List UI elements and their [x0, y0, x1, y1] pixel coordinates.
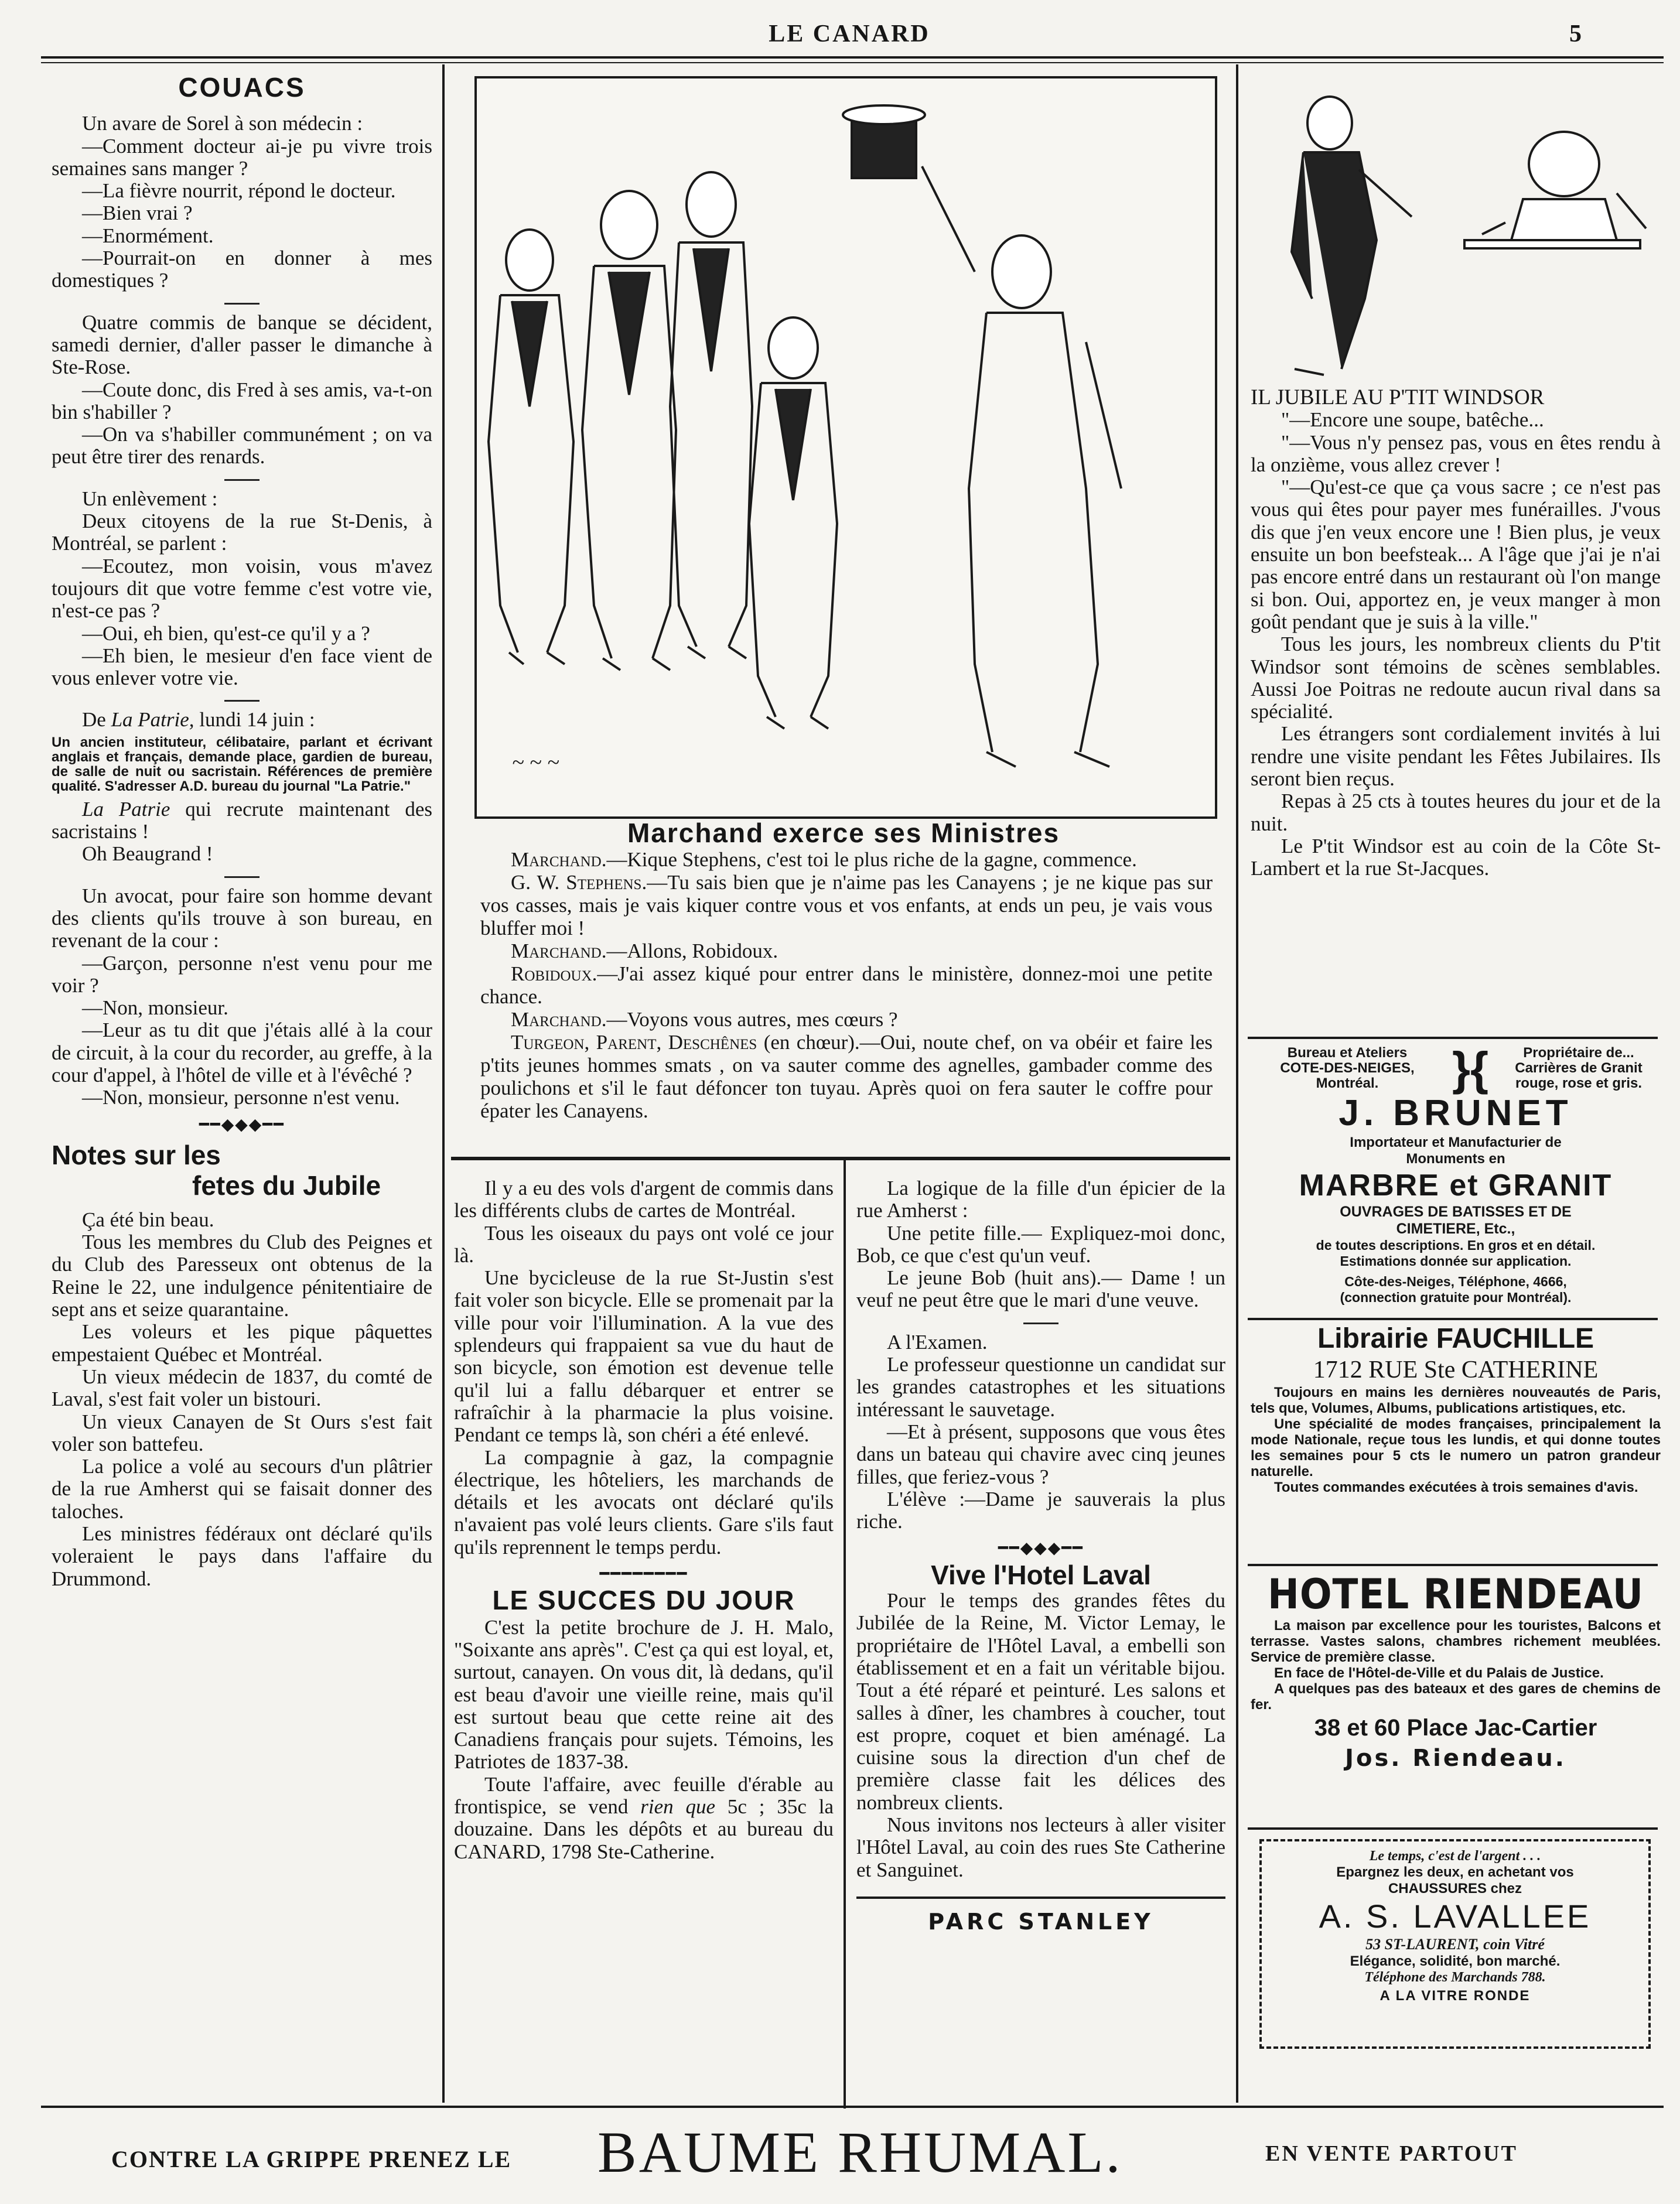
- separator-dash: [1023, 1323, 1058, 1324]
- footer-rule: [41, 2106, 1664, 2108]
- windsor-text: Le P'tit Windsor est au coin de la Côte St-Lambert et la rue St-Jacques.: [1251, 834, 1661, 880]
- column-rule-1: [442, 64, 445, 2103]
- windsor-text: Tous les jours, les nombreux clients du P'tit Windsor sont témoins de scènes semblables. Aussi Joe Poitras ne redoute aucun rival dans sa spécialité.: [1251, 633, 1661, 723]
- ornament-rule-icon: ━━◆◆◆━━: [998, 1539, 1084, 1558]
- svg-text:~ ~ ~: ~ ~ ~: [512, 750, 559, 775]
- examen-text: —Et à présent, supposons que vous êtes dans un bateau qui chavire avec cinq jeunes filles, que feriez-vous ?: [856, 1420, 1225, 1488]
- cartoon-bottom-rule: [451, 1157, 1230, 1160]
- examen-text: L'élève :—Dame je sauverais la plus riche.: [856, 1487, 1225, 1533]
- examen-text: A l'Examen.: [887, 1330, 988, 1354]
- logique-text: La logique de la fille d'un épicier de la rue Amherst :: [856, 1177, 1225, 1222]
- restaurant-illustration: [1259, 76, 1658, 381]
- couacs-text: —Comment docteur ai-je pu vivre trois semaines sans manger ?: [52, 134, 432, 180]
- parc-rule: [856, 1897, 1225, 1899]
- separator-dash: [224, 876, 259, 878]
- couacs-text: —Leur as tu dit que j'étais allé à la cour de circuit, à la cour du recorder, au greffe, à la cour d'appel, à l'hôtel de ville et à l'évêché ?: [52, 1019, 432, 1086]
- column-windsor: [1251, 387, 1661, 880]
- couacs-text: De La Patrie, lundi 14 juin :: [82, 708, 315, 732]
- brunet-ad: Bureau et Ateliers COTE-DES-NEIGES, Montréal. }{ Propriétaire de... Carrières de Granit rouge, rose et gris. J. BRUNET Importateur et Manufacturier de Monuments en MARBRE et GRANIT OUVRAGES DE BATISSES ET DE CIMETIERE, Etc., de toutes descriptions. En gros et en détail. Estimations donnée sur application. Côte-des-Neiges, Téléphone, 4666, (connection gratuite pour Montréal).: [1251, 1045, 1661, 1306]
- notes-text: Un vieux Canayen de St Ours s'est fait voler son battefeu.: [52, 1410, 432, 1455]
- column-couacs: [52, 72, 432, 1590]
- cartoon-caption: Marchand exerce ses Ministres: [627, 818, 1060, 848]
- ad-rule: [1248, 1037, 1658, 1039]
- windsor-heading: IL JUBILE AU P'TIT WINDSOR: [1251, 385, 1545, 409]
- vols-text: Tous les oiseaux du pays ont volé ce jour là.: [454, 1221, 834, 1267]
- riendeau-name: HOTEL RIENDEAU: [1268, 1570, 1644, 1618]
- laval-text: Nous invitons nos lecteurs à aller visiter l'Hôtel Laval, au coin des rues Ste Catherine et Sanguinet.: [856, 1813, 1225, 1881]
- couacs-text: —Enormément.: [82, 224, 214, 247]
- lavallee-name: A. S. LAVALLEE: [1319, 1898, 1592, 1935]
- column-rule-3: [844, 1160, 846, 2109]
- couacs-heading: COUACS: [178, 72, 306, 102]
- minister-figure: [582, 191, 676, 670]
- header-rule-thin: [41, 62, 1664, 63]
- couacs-text: —Eh bien, le mesieur d'en face vient de vous enlever votre vie.: [52, 644, 432, 690]
- minister-figure: [670, 172, 752, 658]
- notes-text: Ça été bin beau.: [82, 1208, 214, 1231]
- fauchille-address: 1712 RUE Ste CATHERINE: [1313, 1356, 1599, 1383]
- parc-stanley-ad: PARC STANLEY: [928, 1908, 1154, 1935]
- notes-text: Un vieux médecin de 1837, du comté de Laval, s'est fait voler un bistouri.: [52, 1365, 432, 1411]
- brunet-name: J. BRUNET: [1338, 1093, 1573, 1133]
- windsor-text: Repas à 25 cts à toutes heures du jour et de la nuit.: [1251, 790, 1661, 835]
- ornament-rule-icon: ━━━━━━━━: [599, 1565, 688, 1584]
- logique-text: Une petite fille.— Expliquez-moi donc, Bob, ce que c'est qu'un veuf.: [856, 1221, 1225, 1267]
- column-vols: [454, 1177, 834, 1863]
- newspaper-title: LE CANARD: [769, 20, 930, 47]
- couacs-text: —Ecoutez, mon voisin, vous m'avez toujours dit que votre femme c'est votre vie, n'est-ce pas ?: [52, 554, 432, 623]
- cartoon-illustration: [474, 76, 1217, 819]
- page-header: [0, 0, 1680, 59]
- column-rule-2: [1236, 64, 1238, 2103]
- page-number: 5: [1569, 20, 1582, 47]
- ornament-rule-icon: ━━◆◆◆━━: [199, 1115, 285, 1134]
- notes-text: Les ministres fédéraux ont déclaré qu'ils voleraient le pays dans l'affaire du Drummond.: [52, 1522, 432, 1590]
- succes-text: Toute l'affaire, avec feuille d'érable au frontispice, se vend rien que 5c ; 35c la douzaine. Dans les dépôts et au bureau du CANARD, 1798 Ste-Catherine.: [454, 1772, 834, 1863]
- notes-text: La police a volé au secours d'un plâtrier de la rue Amherst qui se faisait donner des taloches.: [52, 1455, 432, 1523]
- couacs-text: —Non, monsieur.: [82, 996, 228, 1020]
- riendeau-owner: Jos. Riendeau.: [1345, 1745, 1566, 1772]
- couacs-text: —La fièvre nourrit, répond le docteur.: [82, 179, 396, 203]
- notes-text: Les voleurs et les pique pâquettes empestaient Québec et Montréal.: [52, 1320, 432, 1366]
- vols-text: Une bycicleuse de la rue St-Justin s'est fait voler son bicycle. Elle se promenait par la ville pour voir l'illumination. A la vue des splendeurs qui frappaient sa vue du haut de son bicycle, son émotion est devenue telle qu'il lui a fallu débarquer et entrer se rafraîchir à la pharmacie la plus voisine. Pendant ce temps là, son chéri a été enlevé.: [454, 1266, 834, 1447]
- riendeau-address: 38 et 60 Place Jac-Cartier: [1314, 1715, 1597, 1741]
- couacs-text: Un avare de Sorel à son médecin :: [82, 112, 363, 135]
- riendeau-ad: HOTEL RIENDEAU La maison par excellence pour les touristes, Balcons et terrasse. Vastes salons, chambres richement meublées. Service de première classe. En face de l'Hôtel-de-Ville et du Palais de Justice. A quelques pas des bateaux et des gares de chemins de fer. 38 et 60 Place Jac-Cartier Jos. Riendeau.: [1251, 1571, 1661, 1774]
- fauchille-name: Librairie FAUCHILLE: [1317, 1323, 1594, 1354]
- succes-heading: LE SUCCES DU JOUR: [492, 1585, 795, 1616]
- couacs-text: Un avocat, pour faire son homme devant des clients qu'ils trouve à son bureau, en revenant de la cour :: [52, 884, 432, 952]
- marchand-figure: [843, 105, 1121, 767]
- couacs-text: —Non, monsieur, personne n'est venu.: [82, 1086, 400, 1109]
- examen-text: Le professeur questionne un candidat sur les grandes catastrophes et les situations intéressant le sauvetage.: [856, 1353, 1225, 1421]
- ad-rule: [1248, 1564, 1658, 1566]
- windsor-text: "—Vous n'y pensez pas, vous en êtes rendu à la onzième, vous allez crever !: [1251, 430, 1661, 476]
- footer-ad-left: CONTRE LA GRIPPE PRENEZ LE: [111, 2146, 512, 2172]
- separator-dash: [224, 700, 259, 702]
- windsor-text: "—Qu'est-ce que ça vous sacre ; ce n'est pas vous qui êtes pour payer mes funérailles. J'vous dis que j'en veux encore une ! Bien plus, je veux ensuite un bon beefsteak... A l'âge que j'ai je n'ai pas encore entré dans un restaurant où l'on mange si bon. Oui, apportez en, je veux manger à mon goût pendant que je suis à la ville.": [1251, 476, 1661, 633]
- couacs-text: —On va s'habiller communément ; on va peut être tirer des renards.: [52, 423, 432, 469]
- couacs-text: Un enlèvement :: [82, 487, 218, 510]
- notes-heading: Notes sur les fetes du Jubile: [52, 1139, 381, 1201]
- ad-rule: [1248, 1827, 1658, 1830]
- couacs-text: Oh Beaugrand !: [82, 842, 213, 866]
- lavallee-ad: Le temps, c'est de l'argent . . . Epargnez les deux, en achetant vos CHAUSSURES chez A. S. LAVALLEE 53 ST-LAURENT, coin Vitré Elégance, solidité, bon marché. Téléphone des Marchands 788. A LA VITRE RONDE: [1259, 1839, 1651, 2049]
- footer-ad: [41, 2111, 1664, 2188]
- fauchille-ad: Librairie FAUCHILLE 1712 RUE Ste CATHERINE Toujours en mains les dernières nouveautés de Paris, tels que, Volumes, Albums, publications artistiques, etc. Une spécialité de modes françaises, principalement la mode Nationale, reçue tous les lundis, et qui donne toutes les semaines pour 5 cts le numero un patron grandeur naturelle. Toutes commandes exécutées à trois semaines d'avis.: [1251, 1323, 1661, 1495]
- laval-heading: Vive l'Hotel Laval: [931, 1559, 1151, 1590]
- succes-text: C'est la petite brochure de J. H. Malo, "Soixante ans après". C'est ça qui est loyal, et, surtout, canayen. On vous dit, là dedans, qu'il est beau d'avoir une vieille reine, mais qu'il est surtout beau que cette reine ait des Canadiens français pour sujets. Témoins, les Patriotes de 1837-38.: [454, 1615, 834, 1774]
- notes-text: Tous les membres du Club des Peignes et du Club des Paresseux ont obtenus de la Reine le 22, une indulgence pénitentiaire de sept ans et seize quarantaine.: [52, 1231, 432, 1321]
- minister-figure: [749, 317, 837, 729]
- couacs-text: Quatre commis de banque se décident, samedi dernier, d'aller passer le dimanche à Ste-Rose.: [52, 310, 432, 379]
- couacs-text: Deux citoyens de la rue St-Denis, à Montréal, se parlent :: [52, 510, 432, 555]
- laval-text: Pour le temps des grandes fêtes du Jubilée de la Reine, M. Victor Lemay, le propriétaire de l'Hôtel Laval, a embelli son établissement et en a fait un véritable bijou. Tout a été réparé et peinturé. Les salons et salles à dîner, les chambres à coucher, tout est propre, coquet et bien aménagé. La cuisine sous la direction d'un chef de première classe fait les délices des nombreux clients.: [856, 1589, 1225, 1814]
- couacs-text: —Coute donc, dis Fred à ses amis, va-t-on bin s'habiller ?: [52, 378, 432, 423]
- cartoon-dialogue: Marchand.—Kique Stephens, c'est toi le plus riche de la gagne, commence. G. W. Stephens.—Tu sais bien que je n'aime pas les Canayens ; je ne kique pas sur vos casses, mais je vais kiquer contre vous et vos enfants, at ends un peu, je vais vous bluffer moi ! Marchand.—Allons, Robidoux. Robidoux.—J'ai assez kiqué pour entrer dans le ministère, donnez-moi une petite chance. Marchand.—Voyons vous autres, mes cœurs ? Turgeon, Parent, Deschênes (en chœur).—Oui, noute chef, on va obéir et faire les p'tits jeunes hommes smats , on va sauter comme des agnelles, gambader comme des poulichons et s'il le faut défoncer ton tuyau. Après quoi on fera sauter le coffre pour épater les Canayens.: [480, 848, 1213, 1122]
- footer-ad-product: BAUME RHUMAL.: [597, 2120, 1123, 2185]
- couacs-text: —Garçon, personne n'est venu pour me voir ?: [52, 951, 432, 997]
- couacs-text: La Patrie qui recrute maintenant des sacristains !: [52, 797, 432, 843]
- classified-ad: Un ancien instituteur, célibataire, parlant et écrivant anglais et français, demande place, gardien de bureau, de salle de nuit ou sacristain. Références de première qualité. S'adresser A.D. bureau du journal "La Patrie.": [52, 734, 432, 794]
- couacs-text: —Oui, eh bien, qu'est-ce qu'il y a ?: [82, 621, 370, 645]
- marbre-granit: MARBRE et GRANIT: [1299, 1168, 1613, 1202]
- couacs-text: —Bien vrai ?: [82, 201, 193, 225]
- footer-ad-right: EN VENTE PARTOUT: [1265, 2141, 1518, 2166]
- minister-figure: [489, 230, 573, 664]
- separator-dash: [224, 303, 259, 305]
- cartoon-drawing: [477, 78, 1215, 816]
- windsor-text: "—Encore une soupe, batêche...: [1281, 408, 1544, 432]
- header-rule: [41, 56, 1664, 59]
- couacs-text: —Pourrait-on en donner à mes domestiques ?: [52, 247, 432, 292]
- vols-text: La compagnie à gaz, la compagnie électrique, les hôteliers, les marchands de détails et les avocats ont déclaré qu'ils n'avaient pas volé leurs clients. Gare s'ils faut qu'ils reprennent le temps perdu.: [454, 1446, 834, 1559]
- logique-text: Le jeune Bob (huit ans).— Dame ! un veuf ne peut être que le mari d'une veuve.: [856, 1266, 1225, 1312]
- separator-dash: [224, 479, 259, 481]
- windsor-text: Les étrangers sont cordialement invités à lui rendre une visite pendant les Fêtes Jubilaires. Ils seront bien reçus.: [1251, 722, 1661, 791]
- ad-rule: [1248, 1318, 1658, 1320]
- column-logique: [856, 1177, 1225, 1933]
- vols-text: Il y a eu des vols d'argent de commis dans les différents clubs de cartes de Montréal.: [454, 1177, 834, 1222]
